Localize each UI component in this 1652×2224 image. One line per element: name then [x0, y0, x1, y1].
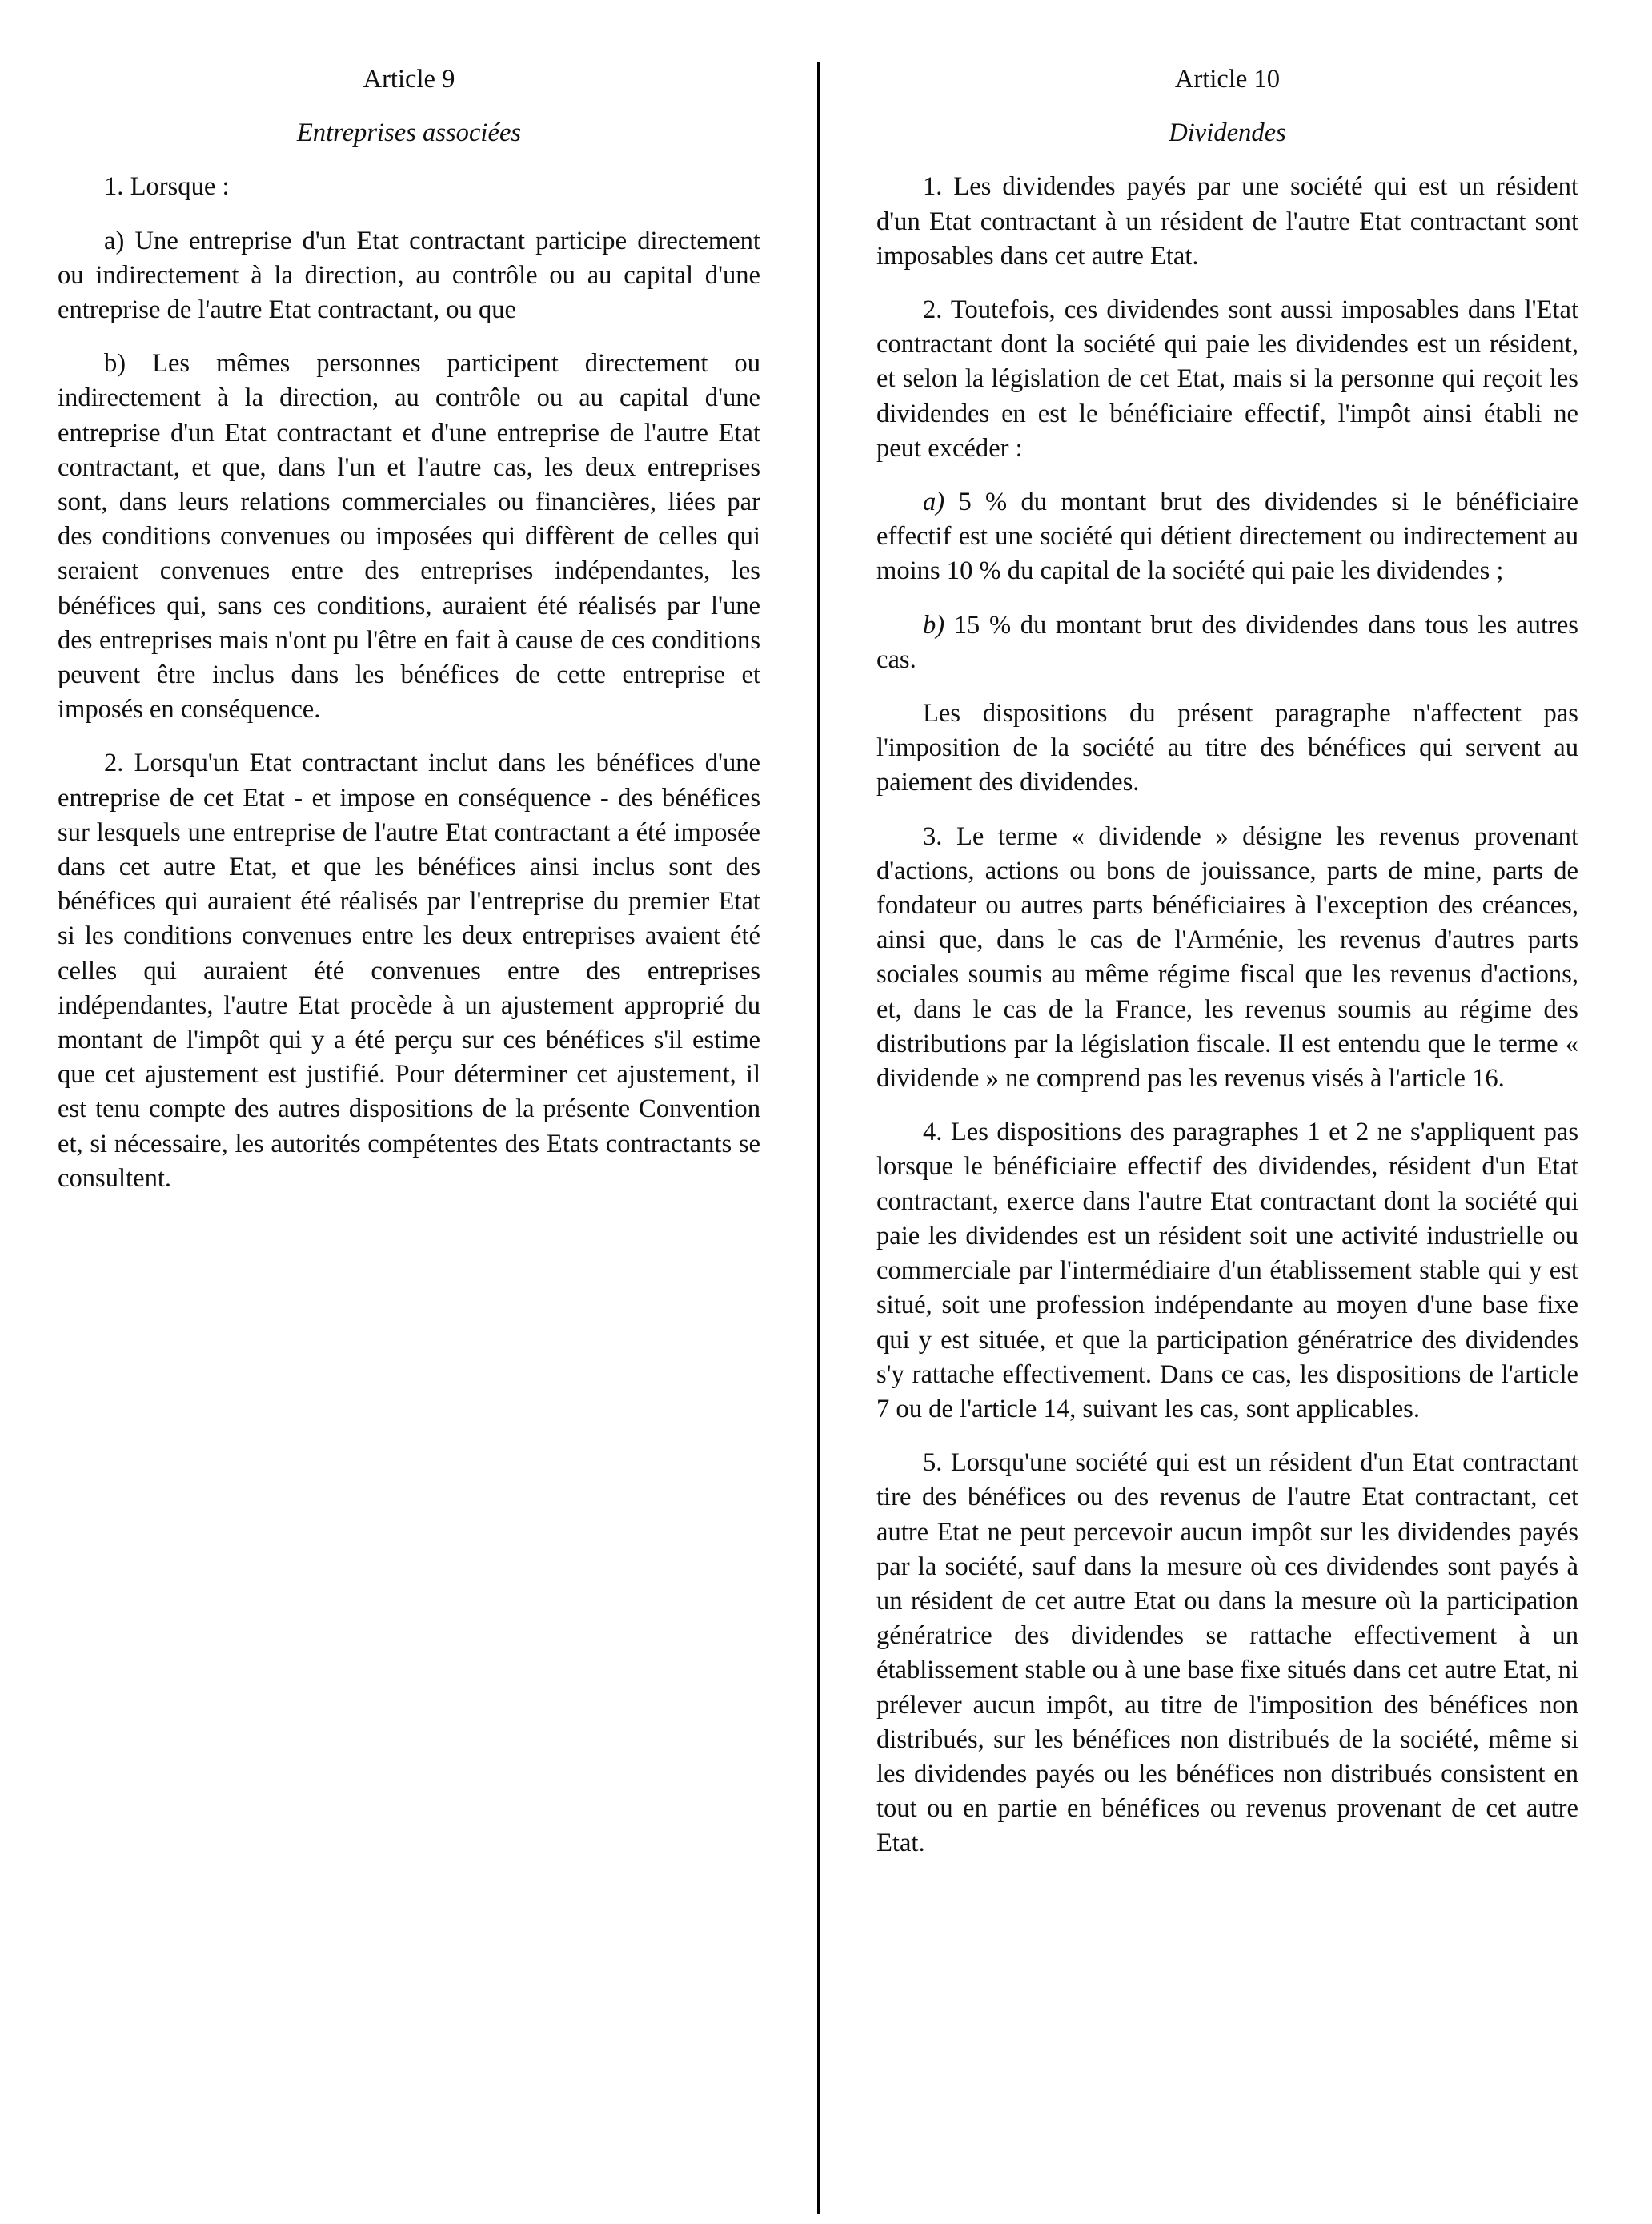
column-divider — [817, 62, 820, 2214]
item-a-label: a) — [923, 488, 945, 517]
article-9-para-1b: b) Les mêmes personnes participent directement ou indirectement à la direction, au contrôle ou au capital d'une entreprise d'un Etat contractant et d'une entreprise de l'autre Etat contractant, et que, dans l'un et l'autre cas, les deux entreprises sont, dans leurs relations commerciales ou financières, liées par des conditions convenues ou imposées qui diffèrent de celles qui seraient convenues entre des entreprises indépendantes, les bénéfices qui, sans ces conditions, auraient été réalisés par l'une des entreprises mais n'ont pu l'être en fait à cause de ces conditions peuvent être inclus dans les bénéfices de cette entreprise et imposés en conséquence. — [58, 349, 760, 725]
article-10-para-3: 3. Le terme « dividende » désigne les revenus provenant d'actions, actions ou bons de jouissance, parts de mine, parts de fondateur ou autres parts bénéficiaires à l'exception des créances, ainsi que, dans le cas de l'Arménie, les revenus d'autres parts sociales soumis au même régime fiscal que les revenus d'actions, et, dans le cas de la France, les revenus soumis au régime des distributions par la législation fiscale. Il est entendu que le terme « dividende » ne comprend pas les revenus visés à l'article 16. — [876, 821, 1578, 1094]
article-10-column — [876, 62, 1578, 1881]
item-b-label: b) — [923, 610, 945, 640]
item-b-text: 15 % du montant brut des dividendes dans tous les autres cas. — [876, 610, 1578, 674]
article-9-title: Entreprises associées — [296, 118, 522, 148]
article-10-para-1: 1. Les dividendes payés par une société qui est un résident d'un Etat contractant à un résident de l'autre Etat contractant sont imposables dans cet autre Etat. — [876, 172, 1578, 271]
article-10-para-2-tail: Les dispositions du présent paragraphe n'affectent pas l'imposition de la société au titre des bénéfices qui servent au paiement des dividendes. — [876, 699, 1578, 797]
article-10-number: Article 10 — [1174, 65, 1281, 94]
article-10-para-4: 4. Les dispositions des paragraphes 1 et 2 ne s'appliquent pas lorsque le bénéficiaire effectif des dividendes, résident d'un Etat contractant, exerce dans l'autre Etat contractant dont la société qui paie les dividendes est un résident soit une activité industrielle ou commerciale par l'intermédiaire d'un établissement stable qui y est situé, soit une profession indépendante au moyen d'une base fixe qui y est située, et que la participation génératrice des dividendes s'y rattache effectivement. Dans ce cas, les dispositions de l'article 7 ou de l'article 14, suivant les cas, sont applicables. — [876, 1118, 1578, 1423]
article-9-number: Article 9 — [363, 65, 455, 94]
article-9-para-2: 2. Lorsqu'un Etat contractant inclut dans les bénéfices d'une entreprise de cet Etat - et impose en conséquence - des bénéfices sur lesquels une entreprise de l'autre Etat contractant a été imposée dans cet autre Etat, et que les bénéfices ainsi inclus sont des bénéfices qui auraient été réalisés par l'entreprise du premier Etat si les conditions convenues entre les deux entreprises avaient été celles qui auraient été convenues entre des entreprises indépendantes, l'autre Etat procède à un ajustement approprié du montant de l'impôt qui y a été perçu sur ces bénéfices s'il estime que cet ajustement est justifié. Pour déterminer cet ajustement, il est tenu compte des autres dispositions de la présente Convention et, si nécessaire, les autorités compétentes des Etats contractants se consultent. — [58, 749, 760, 1193]
article-10-title: Dividendes — [1169, 118, 1286, 148]
article-9-para-1a: a) Une entreprise d'un Etat contractant participe directement ou indirectement à la direction, au contrôle ou au capital d'une entreprise de l'autre Etat contractant, ou que — [58, 226, 760, 325]
article-10-para-2: 2. Toutefois, ces dividendes sont aussi imposables dans l'Etat contractant dont la société qui paie les dividendes est un résident, et selon la législation de cet Etat, mais si la personne qui reçoit les dividendes en est le bénéficiaire effectif, l'impôt ainsi établi ne peut excéder : — [876, 295, 1578, 463]
item-a-text: 5 % du montant brut des dividendes si le bénéficiaire effectif est une société qui détient directement ou indirectement au moins 10 % du capital de la société qui paie les dividendes ; — [876, 488, 1578, 586]
article-9-column — [58, 62, 760, 1215]
article-9-para-1-intro: 1. Lorsque : — [104, 172, 230, 202]
article-10-para-2a — [876, 485, 1578, 589]
article-10-para-5: 5. Lorsqu'une société qui est un résident d'un Etat contractant tire des bénéfices ou des revenus de l'autre Etat contractant, cet autre Etat ne peut percevoir aucun impôt sur les dividendes payés par la société, sauf dans la mesure où ces dividendes sont payés à un résident de cet autre Etat ou dans la mesure où la participation génératrice des dividendes se rattache effectivement à un établissement stable ou à une base fixe situés dans cet autre Etat, ni prélever aucun impôt, au titre de l'imposition des bénéfices non distribués, sur les bénéfices non distribués de la société, même si les dividendes payés ou les bénéfices non distribués consistent en tout ou en partie en bénéfices ou revenus provenant de cet autre Etat. — [876, 1448, 1578, 1858]
article-10-para-2b — [876, 608, 1578, 677]
